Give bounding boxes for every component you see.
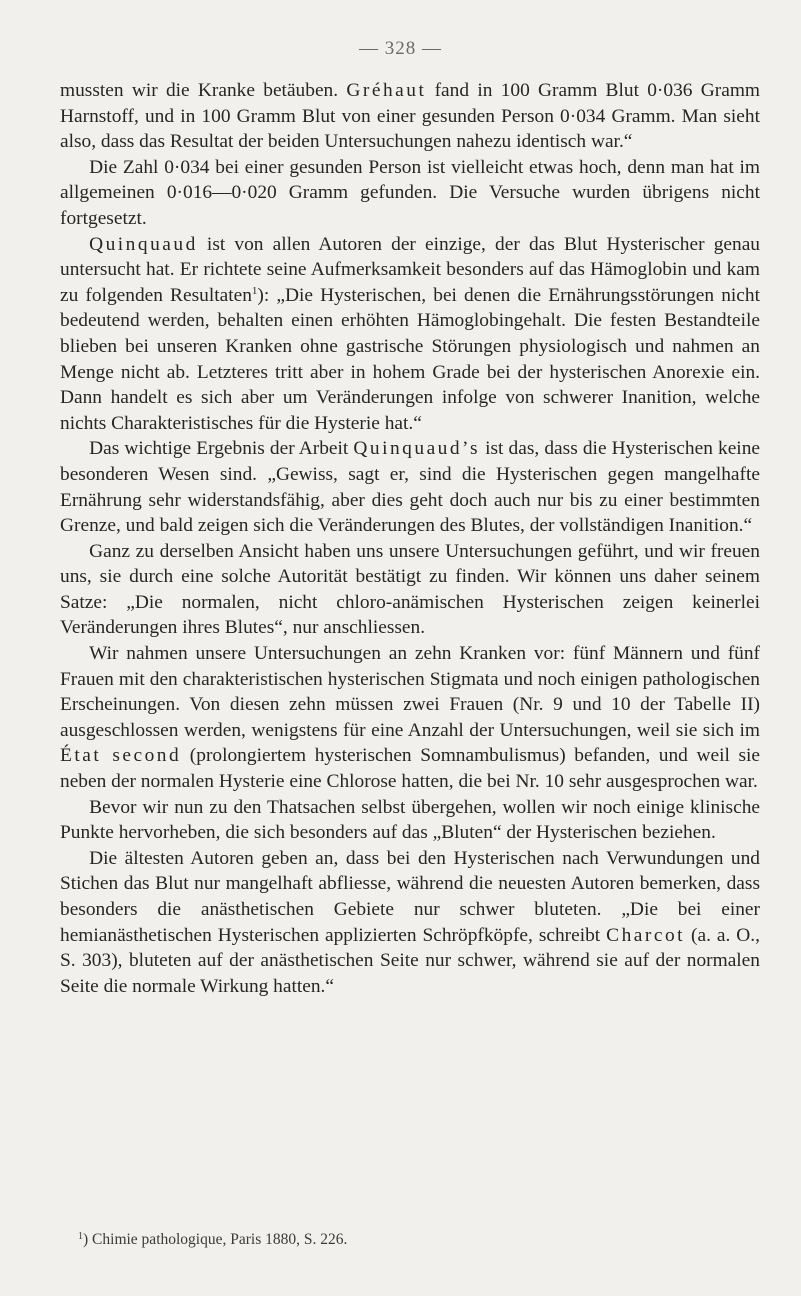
spaced-name: Quinquaud [89,233,198,255]
body-text [60,78,760,999]
spaced-name: État second [60,745,182,767]
paragraph [60,78,760,155]
text-run: Die ältesten Autoren geben an, dass bei den Hysterischen nach Verwundungen und Stichen das Blut nur mangelhaft abfliesse, während die neuesten Autoren bemerken, dass besonders die anästhetischen Gebiete nur schwer bluteten. „Die bei einer hemianästhetischen Hysterischen applizierten Schröpfköpfe, schreibt [60,847,760,946]
paragraph [60,795,760,846]
spaced-name: Charcot [606,924,686,946]
text-run: (prolongiertem hysterischen Somnambulismus) befanden, und weil sie neben der normalen Hysterie eine Chlorose hatten, die bei Nr. 10 sehr ausgesprochen war. [60,745,760,793]
paragraph: Quinquaud ist von allen Autoren der einzige, der das Blut Hysterischer genau untersucht hat. Er richtete seine Aufmerksamkeit besonders auf das Hämoglobin und kam zu folgenden Resultaten$^1$): „Die Hysterischen, bei denen die Ernährungsstörungen nicht bedeutend werden, behalten einen erhöhten Hämoglobingehalt. Die festen Bestandteile blieben bei unseren Kranken ohne gastrische Störungen physiologisch und nahmen an Menge nicht ab. Letzteres tritt aber in hohem Grade bei der hysterischen Anorexie ein. Dann handelt es sich aber um Veränderungen infolge von schwerer Inanition, welche nichts Charakteristisches für die Hysterie hat.“ [60,233,760,434]
text-run: Die Zahl 0·034 bei einer gesunden Person ist vielleicht etwas hoch, denn man hat im allgemeinen 0·016—0·020 Gramm gefunden. Die Versuche wurden übrigens nicht fortgesetzt. [60,156,760,229]
paragraph [60,539,760,641]
paragraph [60,641,760,795]
text-run: fand in 100 Gramm Blut 0·036 Gramm Harnstoff, und in 100 Gramm Blut von einer gesunden Person 0·034 Gramm. Man sieht also, dass das Resultat der beiden Untersuchungen nahezu identisch war.“ [60,80,760,153]
text-run: Ganz zu derselben Ansicht haben uns unsere Untersuchungen geführt, und wir freuen uns, sie durch eine solche Autorität bestätigt zu finden. Wir können uns daher seinem Satze: „Die normalen, nicht chloro-anämischen Hysterischen zeigen keinerlei Veränderungen ihres Blutes“, nur anschliessen. [60,540,760,639]
text-run: ist das, dass die Hysterischen keine besonderen Wesen sind. „Gewiss, sagt er, sind die Hysterischen gegen mangelhafte Ernährung sehr widerstandsfähig, aber dies geht doch auch nur bis zu einer bestimmten Grenze, und bald zeigen sich die Veränderungen des Blutes, der vollständigen Inanition.“ [60,438,760,537]
text-run: Das wichtige Ergebnis der Arbeit [89,438,354,460]
footnote: $^1$) Chimie pathologique, Paris 1880, S. 226. [78,1231,348,1248]
footnote-text: Chimie pathologique, Paris 1880, S. 226. [92,1231,348,1248]
footnote-marker: 1 [78,1231,83,1242]
text-run: mussten wir die Kranke betäuben. [60,80,347,101]
page-number: — 328 — [359,38,442,59]
text-run: (a. a. O., S. 303), bluteten auf der anästhetischen Seite nur schwer, während sie auf der normalen Seite die normale Wirkung hatten.“ [60,924,760,997]
spaced-name: Gréhaut [346,80,427,101]
spaced-name: Quinquaud’s [353,438,480,460]
text-run: ist von allen Autoren der einzige, der das Blut Hysterischer genau untersucht hat. Er richtete seine Aufmerksamkeit besonders auf das Hämoglobin und kam zu folgenden Resultaten [60,233,760,306]
text-run: Bevor wir nun zu den Thatsachen selbst übergehen, wollen wir noch einige klinische Punkte hervorheben, die sich besonders auf das „Bluten“ der Hysterischen beziehen. [60,796,760,844]
footnote-reference: 1 [251,284,258,297]
paragraph [60,846,760,1000]
text-run: : „Die Hysterischen, bei denen die Ernährungsstörungen nicht bedeutend werden, behalten einen erhöhten Hämoglobingehalt. Die festen Bestandteile blieben bei unseren Kranken ohne gastrische Störungen physiologisch und nahmen an Menge nicht ab. Letzteres tritt aber in hohem Grade bei der hysterischen Anorexie ein. Dann handelt es sich aber um Veränderungen infolge von schwerer Inanition, welche nichts Charakteristisches für die Hysterie hat.“ [60,284,760,434]
paragraph [60,155,760,232]
paragraph [60,436,760,538]
text-run: Wir nahmen unsere Untersuchungen an zehn Kranken vor: fünf Männern und fünf Frauen mit den charakteristischen hysterischen Stigmata und noch einigen pathologischen Erscheinungen. Von diesen zehn müssen zwei Frauen (Nr. 9 und 10 der Tabelle II) ausgeschlossen werden, wenigstens für eine Anzahl der Untersuchungen, weil sie sich im [60,643,760,741]
